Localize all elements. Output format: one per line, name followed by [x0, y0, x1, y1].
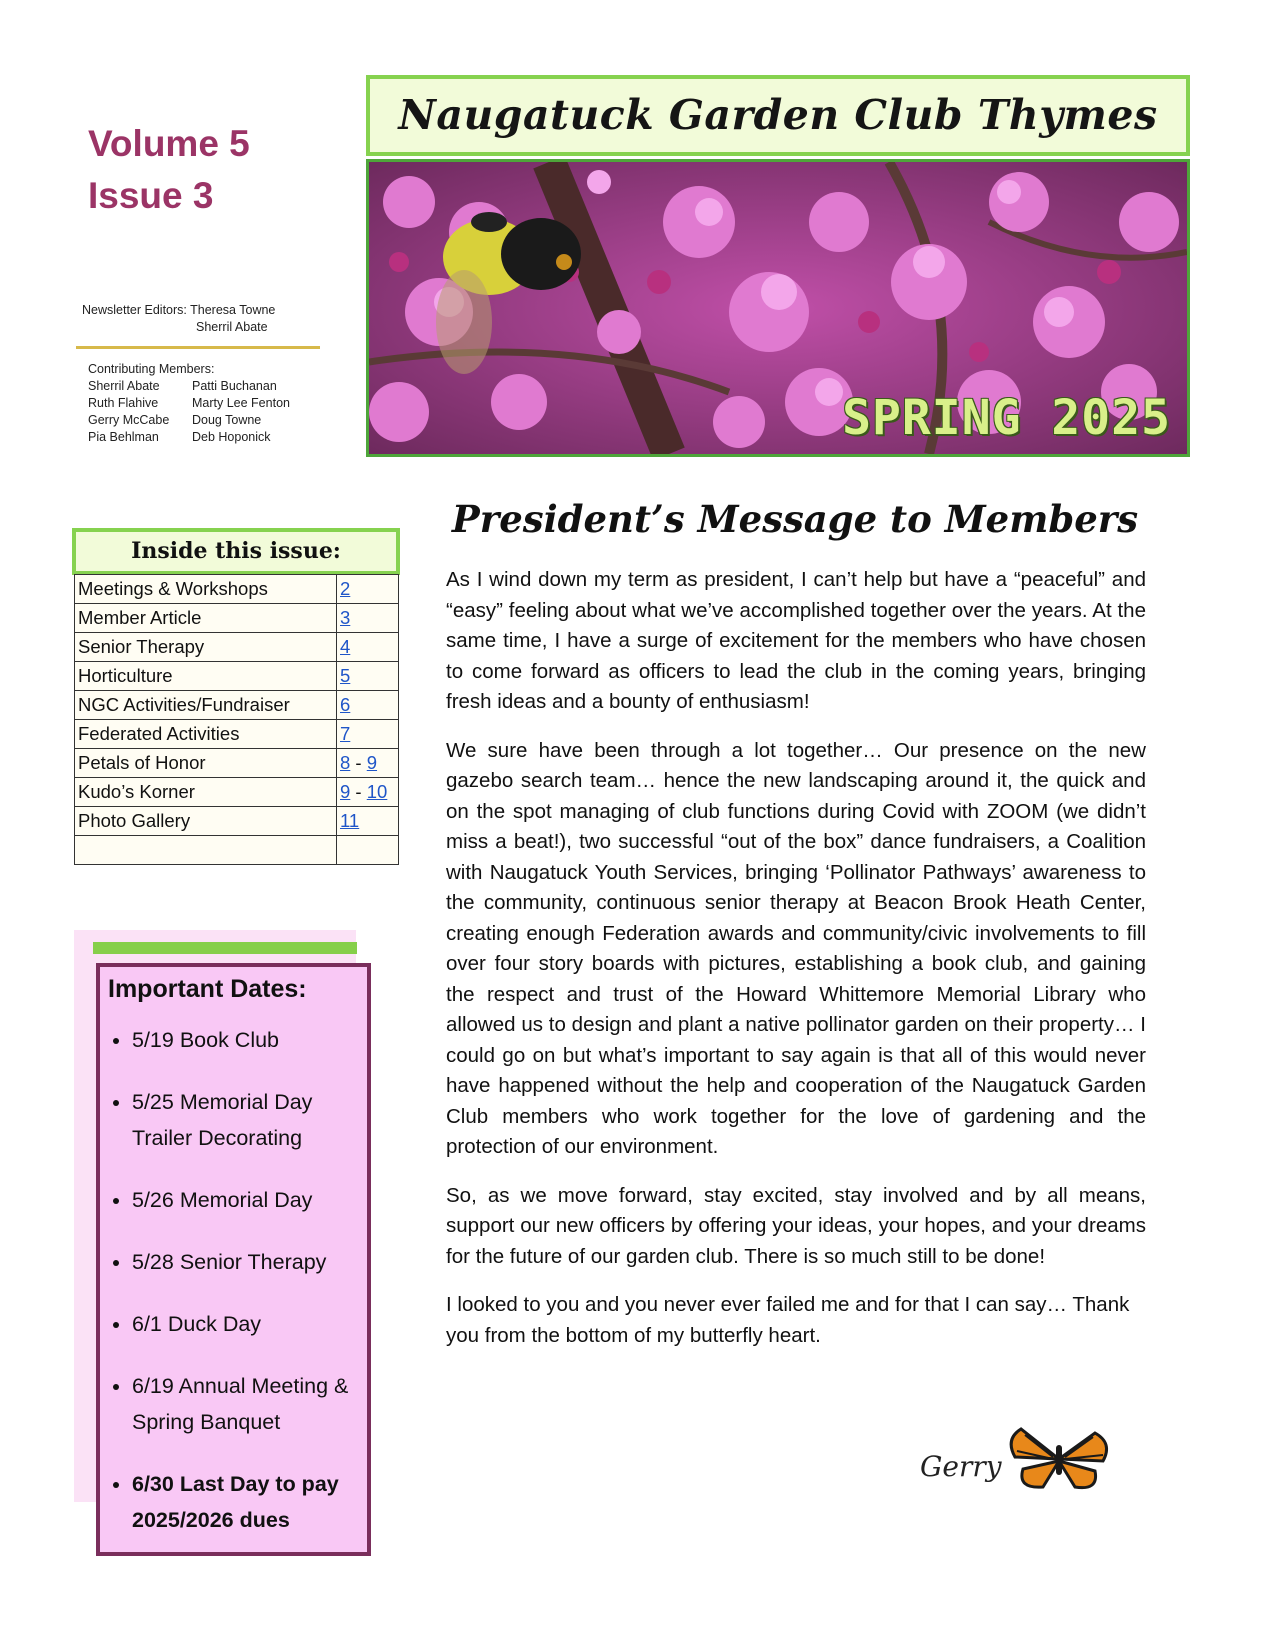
toc-label: Petals of Honor: [75, 749, 337, 778]
date-item: • 6/30 Last Day to pay 2025/2026 dues: [132, 1466, 367, 1538]
contributing-members: [88, 361, 290, 446]
toc-page-link[interactable]: 10: [366, 781, 388, 802]
toc-row: [75, 691, 399, 720]
toc-page-link[interactable]: 4: [340, 636, 351, 657]
contributors-table: [88, 378, 290, 446]
divider: [76, 346, 320, 349]
toc-page-link[interactable]: 7: [340, 723, 351, 744]
masthead-title: Naugatuck Garden Club Thymes: [398, 91, 1158, 139]
toc-label: Federated Activities: [75, 720, 337, 749]
presidents-message-title: President’s Message to Members: [451, 497, 1139, 541]
masthead-banner: [366, 75, 1190, 156]
toc-range-separator: -: [350, 752, 367, 773]
butterfly-icon: [1003, 1425, 1115, 1500]
editors-line-1: Newsletter Editors: Theresa Towne: [82, 303, 276, 317]
contributor-row: [88, 378, 290, 395]
contributor-name: Sherril Abate: [88, 379, 160, 393]
editors-line-2: Sherril Abate: [196, 320, 268, 334]
toc-page-link[interactable]: 8: [340, 752, 351, 773]
toc-row: [75, 575, 399, 604]
message-paragraph: As I wind down my term as president, I can’t help but have a “peaceful” and “easy” feeling about what we’ve accomplished together over the years. At the same time, I have a surge of excitement for the members who have chosen to come forward as officers to lead the club in the coming years, bringing fresh ideas and a bounty of enthusiasm!: [446, 568, 1146, 713]
toc-row: [75, 662, 399, 691]
date-item: • 5/19 Book Club: [132, 1022, 367, 1058]
volume-issue: [88, 118, 250, 222]
toc-label: Member Article: [75, 604, 337, 633]
contributor-name: Pia Behlman: [88, 430, 159, 444]
contributor-name: Deb Hoponick: [192, 430, 271, 444]
newsletter-editors: [82, 302, 275, 336]
message-paragraph: I looked to you and you never ever failed me and for that I can say… Thank you from the bottom of my butterfly heart.: [446, 1293, 1130, 1347]
toc-range-separator: -: [350, 781, 367, 802]
toc-row: [75, 749, 399, 778]
date-item: • 6/1 Duck Day: [132, 1306, 367, 1342]
toc-page-link[interactable]: 9: [366, 752, 378, 773]
dates-accent-bar: [93, 942, 357, 954]
toc-row: [75, 807, 399, 836]
contributor-row: [88, 429, 290, 446]
presidents-message-body: [446, 565, 1146, 1369]
contributors-heading: Contributing Members:: [88, 362, 215, 376]
contributor-name: Patti Buchanan: [192, 379, 277, 393]
toc-label: Photo Gallery: [75, 807, 337, 836]
toc-page-link[interactable]: 11: [340, 810, 360, 831]
date-item: • 5/26 Memorial Day: [132, 1182, 367, 1218]
toc-label: NGC Activities/Fundraiser: [75, 691, 337, 720]
cover-photo: [366, 159, 1190, 457]
volume-label: Volume 5: [88, 123, 250, 164]
toc-heading: Inside this issue:: [72, 528, 400, 575]
toc-row: [75, 720, 399, 749]
important-dates-box: [96, 963, 371, 1556]
issue-label: Issue 3: [88, 175, 214, 216]
toc-table: [74, 574, 399, 865]
toc-row: [75, 604, 399, 633]
toc-row-empty: [75, 836, 399, 865]
toc-label: Meetings & Workshops: [75, 575, 337, 604]
toc-page-link[interactable]: 2: [340, 578, 351, 599]
signature: Gerry: [920, 1450, 1002, 1483]
date-item: • 5/25 Memorial Day Trailer Decorating: [132, 1084, 367, 1156]
contributor-name: Doug Towne: [192, 413, 262, 427]
message-paragraph: So, as we move forward, stay excited, stay involved and by all means, support our new officers by offering your ideas, your hopes, and your dreams for the future of our garden club. There is so much still to be done!: [446, 1183, 1146, 1268]
toc-page-link[interactable]: 5: [340, 665, 351, 686]
important-dates-list: [108, 1022, 367, 1538]
important-dates-heading: Important Dates:: [108, 975, 307, 1003]
toc-label: Senior Therapy: [75, 633, 337, 662]
contributor-row: [88, 395, 290, 412]
contributor-name: Ruth Flahive: [88, 396, 159, 410]
date-item: • 5/28 Senior Therapy: [132, 1244, 367, 1280]
message-paragraph: We sure have been through a lot together… Our presence on the new gazebo search team… hence the new landscaping around it, the quick and on the spot managing of club functions during Covid with ZOOM (we didn’t miss a beat!), two successful “out of the box” dance fundraisers, a Coalition with Naugatuck Youth Services, bringing ‘Pollinator Pathways’ awareness to the community, continuous senior therapy at Beacon Brook Heath Center, creating enough Federation awards and community/civic involvements to fill over four story boards with pictures, establishing a book club, and gaining the respect and trust of the Howard Whittemore Memorial Library who allowed us to design and plant a native pollinator garden on their property… I could go on but what’s important to say again is that all of this would never have happened without the help and cooperation of the Naugatuck Garden Club members who work together for the love of gardening and the protection of our environment.: [446, 738, 1146, 1158]
season-label: SPRING 2025: [842, 390, 1171, 446]
contributor-row: [88, 412, 290, 429]
toc-label: Kudo’s Korner: [75, 778, 337, 807]
toc-row: [75, 778, 399, 807]
toc-page-link[interactable]: 3: [340, 607, 351, 628]
toc-page-link[interactable]: 6: [340, 694, 351, 715]
toc-row: [75, 633, 399, 662]
contributor-name: Gerry McCabe: [88, 413, 170, 427]
date-item: • 6/19 Annual Meeting & Spring Banquet: [132, 1368, 367, 1440]
toc-label: Horticulture: [75, 662, 337, 691]
toc-page-link[interactable]: 9: [340, 781, 351, 802]
contributor-name: Marty Lee Fenton: [192, 396, 290, 410]
